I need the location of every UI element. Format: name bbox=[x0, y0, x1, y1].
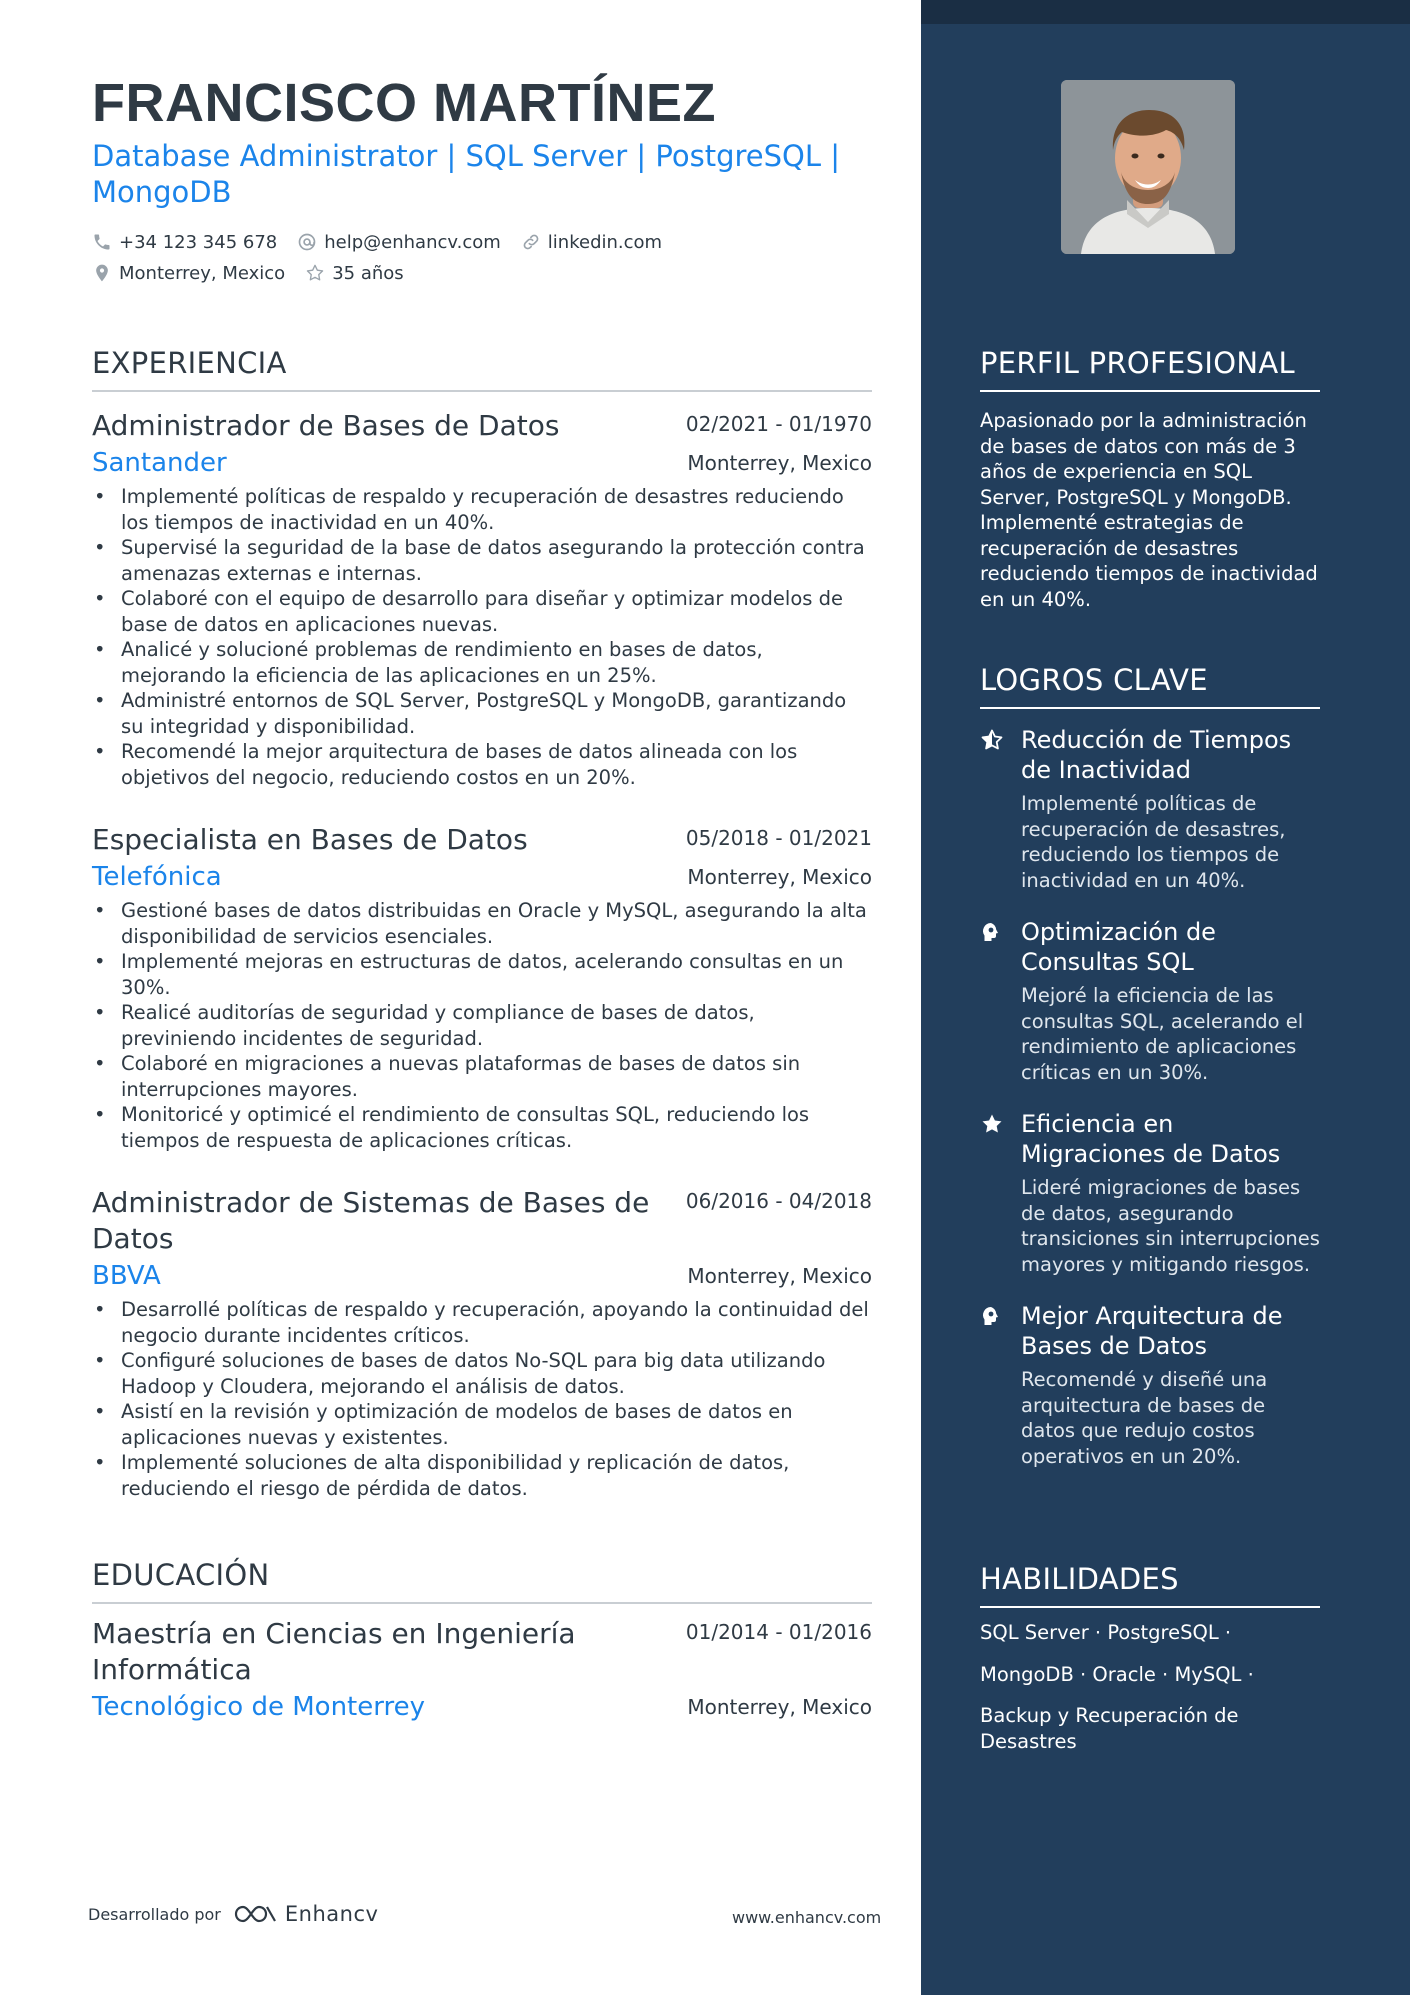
job-title: Administrador de Bases de Datos bbox=[92, 409, 560, 442]
skills-line: Backup y Recuperación de Desastres bbox=[980, 1704, 1239, 1753]
skills-section bbox=[980, 1562, 1320, 1770]
link-icon bbox=[521, 232, 541, 252]
bullet-item: • Administré entornos de SQL Server, PostgreSQL y MongoDB, garantizando su integridad y disponibilidad. bbox=[92, 688, 872, 739]
achievement-item bbox=[980, 1301, 1320, 1469]
sidebar-top-band bbox=[921, 0, 1410, 24]
job-title: Especialista en Bases de Datos bbox=[92, 823, 528, 856]
bullet-item: • Monitoricé y optimicé el rendimiento de consultas SQL, reduciendo los tiempos de respuesta de aplicaciones críticas. bbox=[92, 1102, 872, 1153]
job-bullets bbox=[92, 898, 872, 1153]
skills-line: SQL Server · PostgreSQL · bbox=[980, 1621, 1232, 1644]
education-entry bbox=[92, 1616, 872, 1722]
school-name: Tecnológico de Monterrey bbox=[92, 1692, 425, 1722]
age-text: 35 años bbox=[332, 262, 404, 284]
company-name: BBVA bbox=[92, 1261, 161, 1291]
star-half-icon bbox=[980, 728, 1004, 752]
email-contact[interactable] bbox=[297, 232, 501, 253]
job-bullets bbox=[92, 1297, 872, 1501]
linkedin-contact[interactable] bbox=[521, 232, 662, 253]
job-dates: 02/2021 - 01/1970 bbox=[685, 412, 872, 436]
bullet-item: • Gestioné bases de datos distribuidas en Oracle y MySQL, asegurando la alta disponibilidad de servicios esenciales. bbox=[92, 898, 872, 949]
achievement-title: Optimización de Consultas SQL bbox=[1021, 918, 1216, 976]
avatar-portrait bbox=[1061, 80, 1235, 254]
job-dates: 05/2018 - 01/2021 bbox=[685, 826, 872, 850]
bullet-item: • Configuré soluciones de bases de datos No-SQL para big data utilizando Hadoop y Cloudera, mejorando el análisis de datos. bbox=[92, 1348, 872, 1399]
at-icon bbox=[297, 232, 317, 252]
achievements-section-title: LOGROS CLAVE bbox=[980, 663, 1320, 709]
education-section-title: EDUCACIÓN bbox=[92, 1558, 872, 1604]
location-pin-icon bbox=[92, 263, 112, 283]
education-location: Monterrey, Mexico bbox=[687, 1695, 872, 1719]
bullet-item: • Supervisé la seguridad de la base de datos asegurando la protección contra amenazas externas e internas. bbox=[92, 535, 872, 586]
brain-icon bbox=[980, 920, 1004, 944]
skills-line: MongoDB · Oracle · MySQL · bbox=[980, 1662, 1254, 1686]
phone-icon bbox=[92, 232, 112, 252]
company-name: Telefónica bbox=[92, 862, 222, 892]
linkedin-text[interactable]: linkedin.com bbox=[547, 231, 663, 253]
achievement-description: Recomendé y diseñé una arquitectura de bases de datos que redujo costos operativos en un 20%. bbox=[1021, 1368, 1268, 1468]
bullet-item: • Desarrollé políticas de respaldo y recuperación, apoyando la continuidad del negocio durante incidentes críticos. bbox=[92, 1297, 872, 1348]
star-icon bbox=[980, 1112, 1004, 1136]
job-dates: 06/2016 - 04/2018 bbox=[685, 1189, 872, 1213]
powered-by-text: Desarrollado por bbox=[88, 1904, 221, 1924]
job-entry bbox=[92, 822, 872, 1153]
job-title: Administrador de Sistemas de Bases de Datos bbox=[92, 1186, 650, 1255]
enhancv-logo-icon bbox=[233, 1903, 279, 1925]
achievement-description: Mejoré la eficiencia de las consultas SQL, acelerando el rendimiento de aplicaciones críticas en un 30%. bbox=[1021, 984, 1304, 1084]
footer-branding bbox=[88, 1902, 378, 1926]
job-bullets bbox=[92, 484, 872, 790]
candidate-name: FRANCISCO MARTÍNEZ bbox=[92, 73, 716, 133]
brand-text: Enhancv bbox=[284, 1902, 379, 1926]
achievement-title: Eficiencia en Migraciones de Datos bbox=[1021, 1110, 1281, 1168]
skills-list bbox=[980, 1620, 1320, 1754]
profile-summary: Apasionado por la administración de bases de datos con más de 3 años de experiencia en SQL Server, PostgreSQL y MongoDB. Implementé estrategias de recuperación de desastres reduciendo tiempos de inactividad en un 40%. bbox=[980, 409, 1318, 611]
contact-info bbox=[92, 228, 682, 290]
achievement-description: Implementé políticas de recuperación de desastres, reduciendo los tiempos de inactividad en un 40%. bbox=[1021, 792, 1286, 892]
bullet-item: • Implementé políticas de respaldo y recuperación de desastres reduciendo los tiempos de inactividad en un 40%. bbox=[92, 484, 872, 535]
bullet-item: • Recomendé la mejor arquitectura de bases de datos alineada con los objetivos del negocio, reduciendo costos en un 20%. bbox=[92, 739, 872, 790]
profile-section bbox=[980, 346, 1320, 612]
achievement-item bbox=[980, 917, 1320, 1085]
footer-url[interactable]: www.enhancv.com bbox=[732, 1908, 882, 1927]
achievements-section bbox=[980, 663, 1320, 1469]
achievement-item bbox=[980, 725, 1320, 893]
job-location: Monterrey, Mexico bbox=[687, 1264, 872, 1288]
bullet-item: • Realicé auditorías de seguridad y compliance de bases de datos, previniendo incidentes de seguridad. bbox=[92, 1000, 872, 1051]
education-dates: 01/2014 - 01/2016 bbox=[685, 1620, 872, 1644]
achievement-item bbox=[980, 1109, 1320, 1277]
bullet-item: • Implementé soluciones de alta disponibilidad y replicación de datos, reduciendo el riesgo de pérdida de datos. bbox=[92, 1450, 872, 1501]
age-contact bbox=[305, 263, 403, 284]
bullet-item: • Asistí en la revisión y optimización de modelos de bases de datos en aplicaciones nuevas y existentes. bbox=[92, 1399, 872, 1450]
skills-section-title: HABILIDADES bbox=[980, 1562, 1320, 1608]
company-name: Santander bbox=[92, 448, 227, 478]
bullet-item: • Colaboré en migraciones a nuevas plataformas de bases de datos sin interrupciones mayores. bbox=[92, 1051, 872, 1102]
location-text: Monterrey, Mexico bbox=[119, 262, 286, 284]
brain-icon bbox=[980, 1304, 1004, 1328]
profile-photo bbox=[1061, 80, 1235, 254]
email-text[interactable]: help@enhancv.com bbox=[324, 231, 501, 253]
job-location: Monterrey, Mexico bbox=[687, 865, 872, 889]
sidebar bbox=[921, 0, 1410, 1995]
achievement-title: Mejor Arquitectura de Bases de Datos bbox=[1021, 1302, 1283, 1360]
job-entry bbox=[92, 408, 872, 790]
experience-section-title: EXPERIENCIA bbox=[92, 346, 872, 392]
star-outline-icon bbox=[305, 263, 325, 283]
phone-text: +34 123 345 678 bbox=[119, 231, 278, 253]
achievement-description: Lideré migraciones de bases de datos, asegurando transiciones sin interrupciones mayores y mitigando riesgos. bbox=[1021, 1176, 1320, 1276]
job-entry bbox=[92, 1185, 872, 1501]
bullet-item: • Colaboré con el equipo de desarrollo para diseñar y optimizar modelos de base de datos en aplicaciones nuevas. bbox=[92, 586, 872, 637]
location-contact bbox=[92, 263, 285, 284]
headline: Database Administrator | SQL Server | PostgreSQL | MongoDB bbox=[92, 139, 840, 209]
degree-title: Maestría en Ciencias en Ingeniería Informática bbox=[92, 1617, 576, 1686]
achievement-title: Reducción de Tiempos de Inactividad bbox=[1021, 726, 1292, 784]
profile-section-title: PERFIL PROFESIONAL bbox=[980, 346, 1320, 392]
bullet-item: • Implementé mejoras en estructuras de datos, acelerando consultas en un 30%. bbox=[92, 949, 872, 1000]
job-location: Monterrey, Mexico bbox=[687, 451, 872, 475]
bullet-item: • Analicé y solucioné problemas de rendimiento en bases de datos, mejorando la eficiencia de las aplicaciones en un 25%. bbox=[92, 637, 872, 688]
enhancv-logo[interactable] bbox=[233, 1902, 379, 1926]
phone-contact bbox=[92, 232, 277, 253]
